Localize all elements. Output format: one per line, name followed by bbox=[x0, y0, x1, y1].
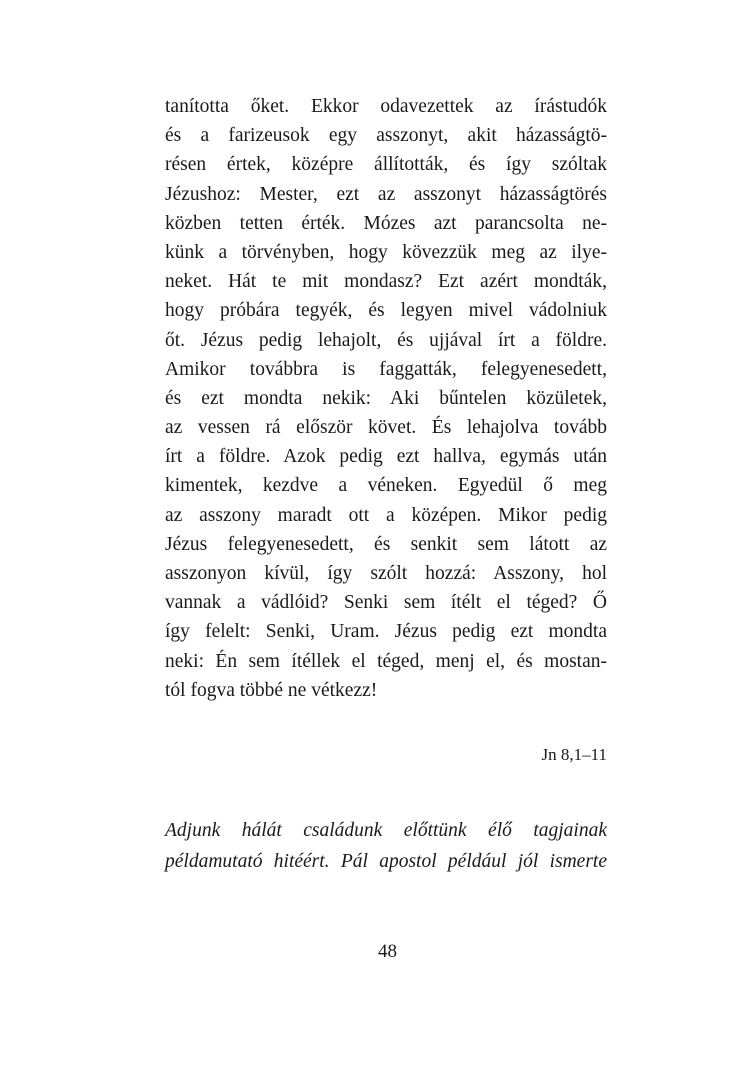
text-line: őt. Jézus pedig lehajolt, és ujjával írt a földre. bbox=[165, 329, 607, 351]
text-line: közben tetten érték. Mózes azt parancsolta ne- bbox=[165, 212, 607, 234]
scripture-passage bbox=[165, 92, 607, 705]
italic-line: példamutató hitéért. Pál apostol például jól ismerte bbox=[165, 851, 607, 872]
text-line: neki: Én sem ítéllek el téged, menj el, és mostan- bbox=[165, 650, 607, 672]
text-line: tanította őket. Ekkor odavezettek az írástudók bbox=[165, 96, 607, 117]
text-line: és a farizeusok egy asszonyt, akit házasságtö- bbox=[165, 125, 607, 147]
text-line: így felelt: Senki, Uram. Jézus pedig ezt mondta bbox=[165, 621, 607, 643]
text-line: Jézus felegyenesedett, és senkit sem látott az bbox=[165, 533, 607, 555]
text-line: Jézushoz: Mester, ezt az asszonyt házasságtörés bbox=[165, 183, 607, 205]
page-number: 48 bbox=[378, 941, 397, 962]
text-line: tól fogva többé ne vétkezz! bbox=[165, 679, 378, 701]
text-line: asszonyon kívül, így szólt hozzá: Asszony, hol bbox=[165, 563, 607, 584]
italic-line: Adjunk hálát családunk előttünk élő tagjainak bbox=[165, 820, 607, 841]
text-line: az asszony maradt ott a középen. Mikor pedig bbox=[165, 504, 607, 526]
text-line: kimentek, kezdve a véneken. Egyedül ő meg bbox=[165, 475, 607, 497]
text-line: Amikor továbbra is faggatták, felegyenesedett, bbox=[165, 358, 607, 380]
text-line: vannak a vádlóid? Senki sem ítélt el téged? Ő bbox=[165, 592, 607, 614]
text-line: künk a törvényben, hogy kövezzük meg az ilye- bbox=[165, 241, 607, 263]
reflection-paragraph bbox=[165, 815, 607, 877]
bible-reference: Jn 8,1–11 bbox=[541, 745, 607, 764]
text-line: az vessen rá először követ. És lehajolva tovább bbox=[165, 417, 607, 439]
text-line: hogy próbára tegyék, és legyen mivel vádolniuk bbox=[165, 300, 607, 322]
text-line: írt a földre. Azok pedig ezt hallva, egymás után bbox=[165, 446, 607, 468]
text-line: és ezt mondta nekik: Aki bűntelen közületek, bbox=[165, 387, 607, 409]
text-line: neket. Hát te mit mondasz? Ezt azért mondták, bbox=[165, 271, 607, 293]
text-line: résen értek, középre állították, és így szóltak bbox=[165, 154, 607, 176]
